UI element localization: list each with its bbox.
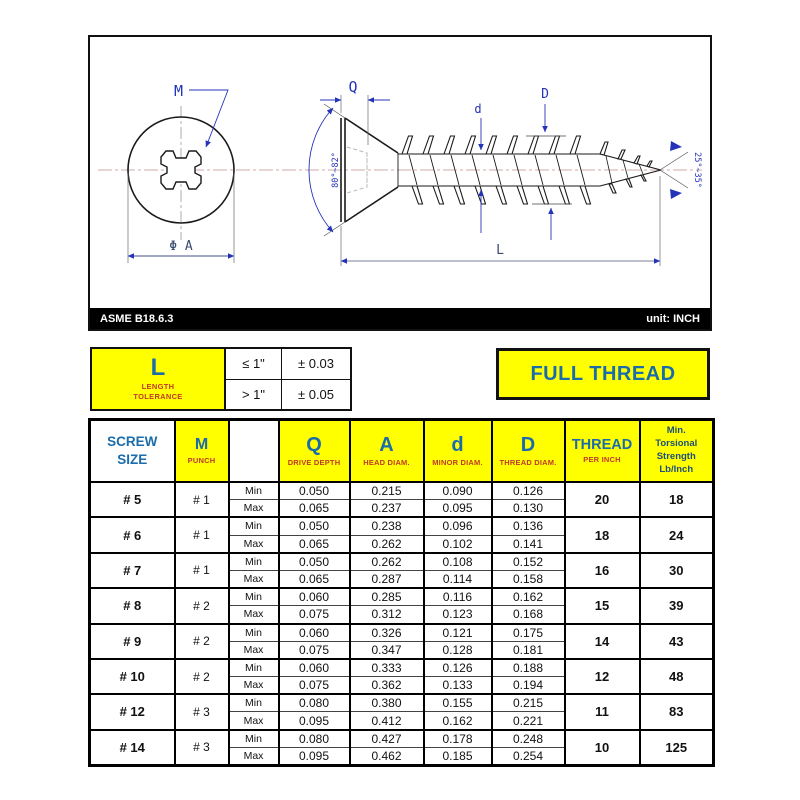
unit-label: unit: INCH	[646, 312, 700, 325]
strength-cell: 30	[640, 553, 714, 588]
tolerance-caption-line1: LENGTH	[141, 381, 175, 391]
max-value-1: 0.412	[350, 712, 424, 730]
min-value-1: 0.333	[350, 659, 424, 677]
max-value-2: 0.102	[424, 535, 492, 553]
min-value-2: 0.108	[424, 553, 492, 571]
header-minor-diam: d MINOR DIAM.	[424, 420, 492, 483]
min-value-3: 0.152	[492, 553, 565, 571]
min-value-3: 0.248	[492, 730, 565, 748]
m-label-text: M	[173, 82, 183, 100]
spec-row-5-min	[90, 624, 714, 642]
min-label-cell: Min	[229, 553, 279, 571]
screw-size-cell: # 8	[90, 588, 175, 623]
max-value-2: 0.114	[424, 570, 492, 588]
tolerance-caption-line2: TOLERANCE	[133, 392, 183, 401]
tolerance-symbol: L	[150, 353, 166, 381]
screw-size-cell: # 7	[90, 553, 175, 588]
q-label-text: Q	[348, 78, 358, 96]
thread-per-inch-cell: 16	[565, 553, 640, 588]
tolerance-condition: > 1"	[226, 380, 282, 410]
punch-cell: # 2	[175, 659, 229, 694]
screw-size-cell: # 12	[90, 694, 175, 729]
spec-row-8-min	[90, 730, 714, 748]
min-value-2: 0.116	[424, 588, 492, 606]
strength-cell: 48	[640, 659, 714, 694]
min-label-cell: Min	[229, 730, 279, 748]
max-label-cell: Max	[229, 500, 279, 518]
max-value-1: 0.237	[350, 500, 424, 518]
thread-per-inch-cell: 18	[565, 517, 640, 552]
max-label-cell: Max	[229, 677, 279, 695]
thread-per-inch-cell: 15	[565, 588, 640, 623]
min-value-2: 0.178	[424, 730, 492, 748]
min-value-3: 0.188	[492, 659, 565, 677]
tolerance-value: ± 0.05	[297, 386, 335, 402]
drawing-title-bar	[90, 308, 710, 329]
max-value-2: 0.128	[424, 641, 492, 659]
min-value-0: 0.060	[279, 659, 350, 677]
thread-per-inch-cell: 14	[565, 624, 640, 659]
min-value-0: 0.080	[279, 730, 350, 748]
max-label-cell: Max	[229, 747, 279, 765]
max-value-1: 0.362	[350, 677, 424, 695]
min-value-0: 0.080	[279, 694, 350, 712]
max-label-cell: Max	[229, 606, 279, 624]
max-value-0: 0.095	[279, 712, 350, 730]
tolerance-row	[226, 349, 350, 380]
screw-drawing-svg	[90, 37, 710, 308]
strength-cell: 125	[640, 730, 714, 765]
punch-cell: # 2	[175, 588, 229, 623]
punch-cell: # 1	[175, 482, 229, 517]
max-value-0: 0.095	[279, 747, 350, 765]
thread-per-inch-cell: 11	[565, 694, 640, 729]
spec-row-1-min	[90, 482, 714, 500]
max-value-0: 0.065	[279, 500, 350, 518]
max-label-cell: Max	[229, 535, 279, 553]
min-value-3: 0.136	[492, 517, 565, 535]
min-value-1: 0.262	[350, 553, 424, 571]
min-value-2: 0.121	[424, 624, 492, 642]
phi-a-label-text: Φ A	[169, 239, 193, 254]
header-punch: M PUNCH	[175, 420, 229, 483]
min-label-cell: Min	[229, 659, 279, 677]
min-value-0: 0.050	[279, 553, 350, 571]
max-value-0: 0.075	[279, 606, 350, 624]
screw-size-cell: # 10	[90, 659, 175, 694]
point-angle-text: 25°~35°	[692, 152, 702, 188]
spec-row-2-min	[90, 517, 714, 535]
header-head-diam: A HEAD DIAM.	[350, 420, 424, 483]
spec-row-7-min	[90, 694, 714, 712]
punch-cell: # 3	[175, 730, 229, 765]
max-value-3: 0.254	[492, 747, 565, 765]
min-value-1: 0.380	[350, 694, 424, 712]
punch-cell: # 1	[175, 517, 229, 552]
technical-drawing	[88, 35, 712, 331]
min-value-2: 0.155	[424, 694, 492, 712]
header-thread-per-inch: THREAD PER INCH	[565, 420, 640, 483]
min-value-0: 0.060	[279, 588, 350, 606]
spec-table-header-row	[90, 420, 714, 483]
max-value-1: 0.312	[350, 606, 424, 624]
max-label-cell: Max	[229, 641, 279, 659]
side-view	[309, 78, 702, 266]
max-value-0: 0.065	[279, 570, 350, 588]
min-value-0: 0.060	[279, 624, 350, 642]
max-value-0: 0.075	[279, 677, 350, 695]
min-value-0: 0.050	[279, 517, 350, 535]
min-label-cell: Min	[229, 482, 279, 500]
tolerance-value: ± 0.03	[297, 356, 335, 372]
min-value-3: 0.126	[492, 482, 565, 500]
min-value-1: 0.326	[350, 624, 424, 642]
dim-m-label	[174, 82, 228, 147]
spec-row-6-min	[90, 659, 714, 677]
min-value-1: 0.215	[350, 482, 424, 500]
min-value-2: 0.090	[424, 482, 492, 500]
min-value-0: 0.050	[279, 482, 350, 500]
screw-size-cell: # 5	[90, 482, 175, 517]
min-value-1: 0.238	[350, 517, 424, 535]
min-label-cell: Min	[229, 588, 279, 606]
D-label-text: D	[541, 87, 549, 102]
min-value-1: 0.427	[350, 730, 424, 748]
dim-d-major	[526, 87, 572, 240]
max-value-2: 0.095	[424, 500, 492, 518]
screw-size-cell: # 14	[90, 730, 175, 765]
max-value-3: 0.168	[492, 606, 565, 624]
min-value-3: 0.175	[492, 624, 565, 642]
punch-cell: # 2	[175, 624, 229, 659]
min-value-2: 0.096	[424, 517, 492, 535]
max-value-1: 0.347	[350, 641, 424, 659]
max-value-1: 0.287	[350, 570, 424, 588]
header-minmax-spacer	[229, 420, 279, 483]
tolerance-symbol-cell	[92, 349, 226, 409]
full-thread-banner	[496, 348, 710, 400]
max-value-2: 0.185	[424, 747, 492, 765]
min-value-2: 0.126	[424, 659, 492, 677]
thread-per-inch-cell: 10	[565, 730, 640, 765]
max-value-2: 0.123	[424, 606, 492, 624]
punch-cell: # 3	[175, 694, 229, 729]
header-screw-size: SCREW SIZE	[90, 420, 175, 483]
max-value-0: 0.075	[279, 641, 350, 659]
header-thread-diam: D THREAD DIAM.	[492, 420, 565, 483]
tolerance-caption	[133, 382, 182, 403]
max-value-3: 0.221	[492, 712, 565, 730]
max-value-3: 0.141	[492, 535, 565, 553]
min-label-cell: Min	[229, 517, 279, 535]
max-value-3: 0.181	[492, 641, 565, 659]
spec-table-body	[90, 482, 714, 765]
strength-cell: 83	[640, 694, 714, 729]
punch-cell: # 1	[175, 553, 229, 588]
full-thread-label: FULL THREAD	[530, 362, 676, 385]
max-label-cell: Max	[229, 712, 279, 730]
screw-size-cell: # 9	[90, 624, 175, 659]
min-label-cell: Min	[229, 624, 279, 642]
max-value-2: 0.133	[424, 677, 492, 695]
thread-per-inch-cell: 20	[565, 482, 640, 517]
header-torsional-strength: Min. Torsional Strength Lb/Inch	[640, 420, 714, 483]
max-value-3: 0.130	[492, 500, 565, 518]
max-value-2: 0.162	[424, 712, 492, 730]
l-label-text: L	[496, 243, 504, 258]
max-value-3: 0.194	[492, 677, 565, 695]
tolerance-values	[226, 349, 350, 409]
min-value-3: 0.162	[492, 588, 565, 606]
thread-per-inch-cell: 12	[565, 659, 640, 694]
strength-cell: 43	[640, 624, 714, 659]
strength-cell: 24	[640, 517, 714, 552]
tolerance-row	[226, 380, 350, 410]
max-value-0: 0.065	[279, 535, 350, 553]
max-value-1: 0.462	[350, 747, 424, 765]
max-value-3: 0.158	[492, 570, 565, 588]
head-angle-text: 80°~82°	[331, 152, 341, 188]
header-drive-depth: Q DRIVE DEPTH	[279, 420, 350, 483]
tolerance-condition: ≤ 1"	[226, 349, 282, 379]
max-label-cell: Max	[229, 570, 279, 588]
spec-row-3-min	[90, 553, 714, 571]
spec-row-4-min	[90, 588, 714, 606]
strength-cell: 18	[640, 482, 714, 517]
min-label-cell: Min	[229, 694, 279, 712]
min-value-1: 0.285	[350, 588, 424, 606]
max-value-1: 0.262	[350, 535, 424, 553]
d-label-text: d	[474, 102, 482, 116]
spec-table	[88, 418, 715, 767]
strength-cell: 39	[640, 588, 714, 623]
screw-size-cell: # 6	[90, 517, 175, 552]
min-value-3: 0.215	[492, 694, 565, 712]
standard-ref: ASME B18.6.3	[100, 312, 174, 325]
length-tolerance-box	[90, 347, 352, 411]
